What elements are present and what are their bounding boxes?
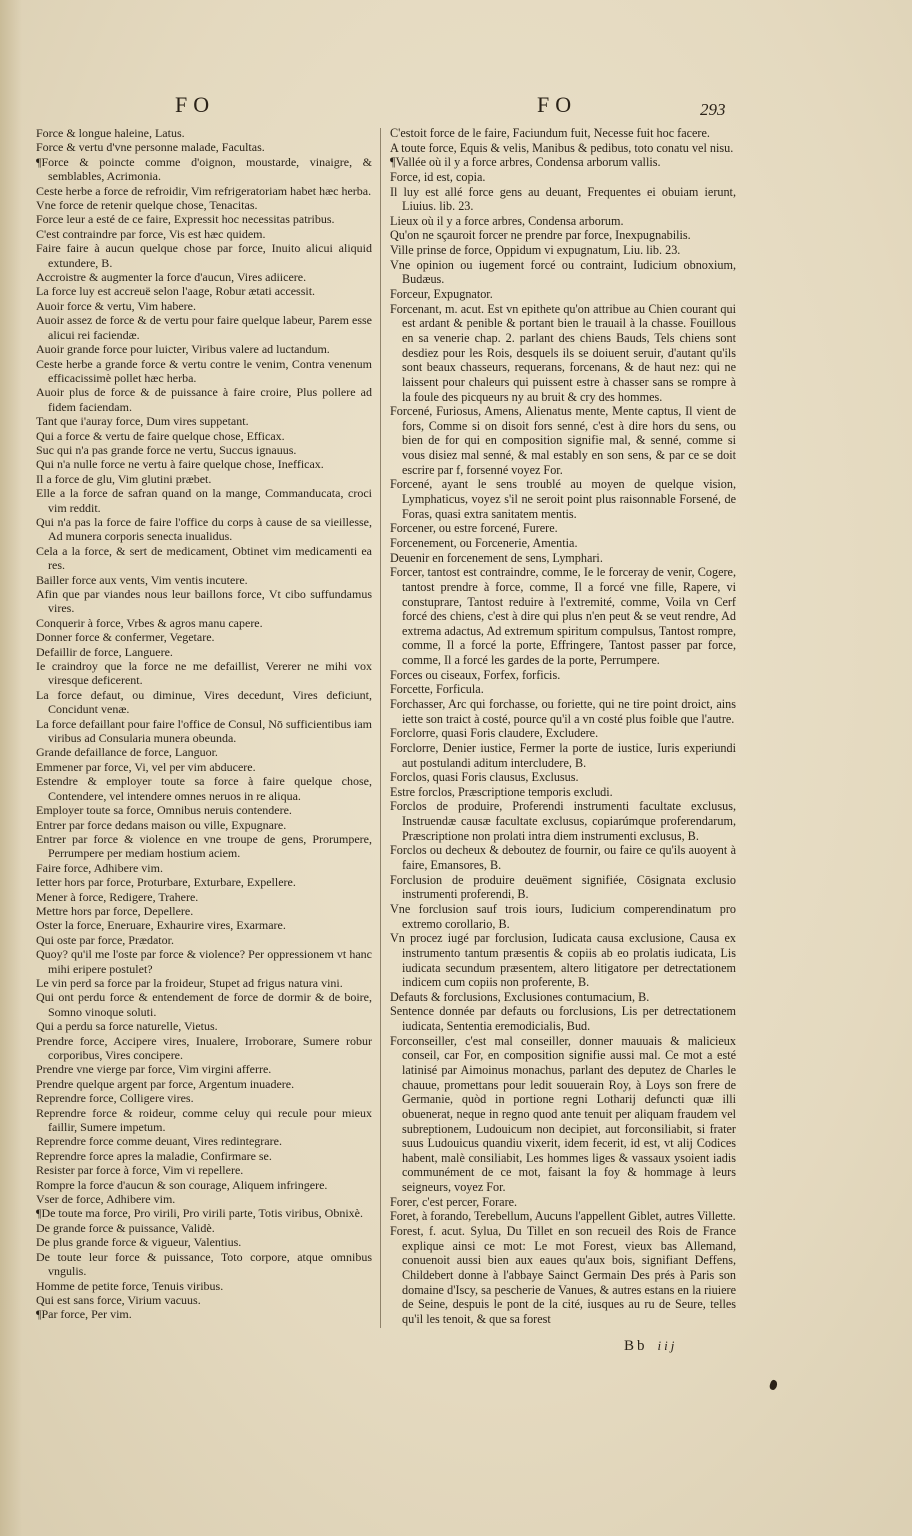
dictionary-entry: Qui ont perdu force & entendement de force de dormir & de boire, Somno vinoque soluti. — [36, 990, 372, 1019]
dictionary-entry: Ceste herbe a grande force & vertu contre le venim, Contra venenum efficacissimè pollet hæc herba. — [36, 356, 372, 385]
dictionary-entry: Il a force de glu, Vim glutini præbet. — [36, 471, 212, 486]
page-number: 293 — [700, 100, 726, 119]
dictionary-entry: Qui a force & vertu de faire quelque chose, Efficax. — [36, 428, 285, 443]
dictionary-entry: Resister par force à force, Vim vi repellere. — [36, 1163, 244, 1178]
dictionary-entry: Forcenement, ou Forcenerie, Amentia. — [390, 535, 578, 550]
dictionary-entry: Prendre vne vierge par force, Vim virgini afferre. — [36, 1062, 272, 1077]
column-rule — [380, 128, 381, 1328]
dictionary-entry: Vne forclusion sauf trois iours, Iudicium comperendinatum pro extremo corollario, B. — [390, 901, 736, 931]
dictionary-entry: Forclorre, Denier iustice, Fermer la porte de iustice, Iuris experiundi aut postulandi aditum intercludere, B. — [390, 740, 736, 770]
dictionary-entry: Forchasser, Arc qui forchasse, ou foriette, qui ne tire point droict, ains iette son traict à costé, pource qu'il a vn costé plus foible que l'autre. — [390, 696, 736, 726]
dictionary-entry: La force defaut, ou diminue, Vires decedunt, Vires deficiunt, Concidunt venæ. — [36, 687, 372, 717]
dictionary-entry: ¶Par force, Per vim. — [36, 1307, 132, 1322]
right-column — [390, 126, 736, 1327]
dictionary-entry: C'estoit force de le faire, Faciundum fuit, Necesse fuit hoc facere. — [390, 126, 710, 140]
dictionary-entry: Forconseiller, c'est mal conseiller, donner mauuais & malicieux conseil, car For, en composition signifie aussi mal. Ce mot a esté latinisé par Aimoinus monachus, parlant des deputez de Charles le chauue, promettans pour ledit souuerain Roy, à Loys son frere de Germanie, quòd in portione regni Lotharij defuncti quæ illi obuenerat, neque in regno quod ante tenuit per aliquam fraudem vel subreptionem, Ludouicum non decipiet, aut forconsiliabit, si frater suus Ludouicus quandiu vixerit, idem fecerit, id est, vt alij Codices habent, malè consiliabit, Les hommes liges & vassaux ysoient iadis communément de ce mot, faisant la foy & hommage à leurs seigneurs, voyez For. — [390, 1033, 736, 1195]
dictionary-entry: Force & vertu d'vne personne malade, Facultas. — [36, 140, 265, 155]
signature-letters: Bb — [624, 1338, 648, 1354]
dictionary-entry: Forclos de produire, Proferendi instrumenti facultate exclusus, Instruendæ causæ facultate exclusus, copiarúmque proferendarum, Præscriptione non prolati intra diem instrumenti exclusus, B. — [390, 799, 736, 843]
running-head-right: FO — [537, 92, 578, 117]
dictionary-entry: Lieux où il y a force arbres, Condensa arborum. — [390, 213, 624, 228]
dictionary-entry: Qui n'a pas la force de faire l'office du corps à cause de sa vieillesse, Ad munera corporis senecta inualidus. — [36, 514, 372, 544]
dictionary-entry: Estre forclos, Præscriptione temporis excludi. — [390, 784, 613, 799]
dictionary-entry: Forcer, tantost est contraindre, comme, Ie le forceray de venir, Cogere, tantost prendre à force, comme, Il a forcé vne fille, Rapere, vi constuprare, Tantost reduire à l'extremité, comme, Voila vn Cerf forcé des chiens, c'est à dire qui plus n'en peut & se veut rendre, Ad extrema adactus, Ad extremum spiritum compulsus, Tantost rompre, comme, Il a forcé la porte, Effringere, Tantost passer par force, comme, Il a forcé les gardes de la porte, Perrumpere. — [390, 565, 736, 668]
dictionary-entry: Forcené, Furiosus, Amens, Alienatus mente, Mente captus, Il vient de fors, Comme si on disoit fors senné, c'est à dire hors du sens, ou bien de for qui en composition signifie mal, & senné, comme si vous disiez mal senné, & mal estably en son sens, & par ce se doit escrire par f, forsenné voyez For. — [390, 404, 736, 477]
dictionary-entry: Forces ou ciseaux, Forfex, forficis. — [390, 667, 561, 682]
dictionary-entry: Forclusion de produire deuëment signifiée, Cōsignata exclusio instrumenti proferendi, B. — [390, 872, 736, 902]
dictionary-entry: Reprendre force comme deuant, Vires redintegrare. — [36, 1134, 282, 1149]
left-column — [36, 126, 372, 1322]
dictionary-entry: Rompre la force d'aucun & son courage, Aliquem infringere. — [36, 1177, 328, 1192]
dictionary-entry: ¶Vallée où il y a force arbres, Condensa arborum vallis. — [390, 155, 661, 170]
signature-mark — [624, 1338, 677, 1355]
dictionary-entry: Conquerir à force, Vrbes & agros manu capere. — [36, 615, 263, 630]
dictionary-entry: A toute force, Equis & velis, Manibus & pedibus, toto conatu vel nisu. — [390, 140, 734, 155]
dictionary-entry: Reprendre force apres la maladie, Confirmare se. — [36, 1148, 272, 1163]
dictionary-entry: Forclos, quasi Foris clausus, Exclusus. — [390, 770, 579, 785]
dictionary-entry: Deuenir en forcenement de sens, Lymphari. — [390, 550, 603, 565]
dictionary-entry: Forcenant, m. acut. Est vn epithete qu'on attribue au Chien courant qui est ardant & penible & portant bien le trauail à la chasse. Fouillous en sa venerie chap. 2. parlant des chiens Bauds, Tels chiens sont desdiez pour les Rois, desquels ils se doiuent seruir, d'autant qu'ils sont beaux chasseurs, requerans, forcenans, & de haut nez: qui ne laissent pour chaleurs qui puissent estre à chasser sans se rompre à la foule des picqueurs ny au bruit & cry des hommes. — [390, 301, 736, 404]
dictionary-entry: Qui n'a nulle force ne vertu à faire quelque chose, Inefficax. — [36, 457, 324, 472]
dictionary-entry: Vn procez iugé par forclusion, Iudicata causa exclusione, Causa ex instrumento tantum præsentis & copiis ab eo prolatis iudicata, Lis iudicata secundum præsentem, altero litigatore per detrectationem indicem cum copiis non proferente, B. — [390, 931, 736, 990]
dictionary-entry: La force defaillant pour faire l'office de Consul, Nō sufficientibus iam viribus ad Consularia munera obeunda. — [36, 716, 372, 746]
dictionary-entry: Mettre hors par force, Depellere. — [36, 903, 194, 918]
dictionary-entry: Emmener par force, Vi, vel per vim abducere. — [36, 759, 256, 774]
dictionary-entry: Forcette, Forficula. — [390, 682, 484, 697]
dictionary-entry: Vne force de retenir quelque chose, Tenacitas. — [36, 198, 258, 213]
dictionary-entry: Oster la force, Eneruare, Exhaurire vires, Exarmare. — [36, 918, 286, 933]
dictionary-entry: Sentence donnée par defauts ou forclusions, Lis per detrectationem iudicata, Sententia eremodicialis, Bud. — [390, 1004, 736, 1034]
dictionary-entry: Auoir grande force pour luicter, Viribus valere ad luctandum. — [36, 342, 330, 357]
dictionary-entry: De grande force & puissance, Validè. — [36, 1220, 215, 1235]
dictionary-entry: Defauts & forclusions, Exclusiones contumacium, B. — [390, 989, 650, 1004]
dictionary-entry: Estendre & employer toute sa force à faire quelque chose, Contendere, vel intendere omnes neruos in re aliqua. — [36, 774, 372, 803]
dictionary-entry: Forest, f. acut. Sylua, Du Tillet en son recueil des Rois de France explique ainsi ce mot: Le mot Forest, vieux bas Allemand, conuenoit aussi bien aux eaues qu'aux bois, signifiant Deffens, Childebert donne à l'abbaye Sainct Germain Des prés à Paris son domaine d'Iscy, sa pescherie de Vanues, & autres estans en la riuiere de Seine, despuis le pont de la cité, iusques au ru de Seure, telles qu'il les tenoit, & que sa forest — [390, 1224, 736, 1326]
dictionary-entry: La force luy est accreuë selon l'aage, Robur ætati accessit. — [36, 284, 316, 299]
dictionary-entry: Afin que par viandes nous leur baillons force, Vt cibo suffundamus vires. — [36, 587, 372, 616]
dictionary-entry: De toute leur force & puissance, Toto corpore, atque omnibus vngulis. — [36, 1249, 372, 1279]
dictionary-entry: Prendre quelque argent par force, Argentum inuadere. — [36, 1076, 295, 1091]
dictionary-entry: Defaillir de force, Languere. — [36, 644, 173, 659]
dictionary-entry: Reprendre force & roideur, comme celuy qui recule pour mieux faillir, Sumere impetum. — [36, 1105, 372, 1135]
dictionary-entry: Faire force, Adhibere vim. — [36, 860, 163, 875]
dictionary-entry: Vne opinion ou iugement forcé ou contraint, Iudicium obnoxium, Budæus. — [390, 257, 736, 287]
dictionary-entry: Forclorre, quasi Foris claudere, Excludere. — [390, 726, 599, 741]
dictionary-entry: Forcener, ou estre forcené, Furere. — [390, 521, 558, 536]
dictionary-entry: Ietter hors par force, Proturbare, Exturbare, Expellere. — [36, 875, 296, 890]
signature-number: iij — [657, 1338, 678, 1353]
dictionary-entry: Accroistre & augmenter la force d'aucun, Vires adiicere. — [36, 270, 307, 285]
running-head-left: FO — [175, 92, 216, 117]
dictionary-entry: Tant que i'auray force, Dum vires suppetant. — [36, 414, 249, 429]
dictionary-entry: Qui a perdu sa force naturelle, Vietus. — [36, 1019, 218, 1034]
dictionary-entry: Quoy? qu'il me l'oste par force & violence? Per oppressionem vt hanc mihi eripere postulet? — [36, 947, 372, 976]
dictionary-entry: Force & longue haleine, Latus. — [36, 126, 185, 140]
dictionary-entry: De plus grande force & vigueur, Valentius. — [36, 1235, 242, 1250]
dictionary-entry: Force, id est, copia. — [390, 169, 486, 184]
dictionary-entry: Entrer par force dedans maison ou ville, Expugnare. — [36, 817, 287, 832]
dictionary-entry: Auoir plus de force & de puissance à faire croire, Plus pollere ad fidem faciendam. — [36, 385, 372, 414]
dictionary-entry: Grande defaillance de force, Languor. — [36, 745, 218, 760]
dictionary-entry: Forcené, ayant le sens troublé au moyen de quelque vision, Lymphaticus, voyez s'il ne seroit point plus raisonnable Forsené, de Foras, quasi extra sanitatem mentis. — [390, 477, 736, 521]
dictionary-entry: C'est contraindre par force, Vis est hæc quidem. — [36, 226, 266, 241]
dictionary-entry: Cela a la force, & sert de medicament, Obtinet vim medicamenti ea res. — [36, 543, 372, 573]
dictionary-entry: Homme de petite force, Tenuis viribus. — [36, 1278, 224, 1293]
dictionary-entry: Auoir assez de force & de vertu pour faire quelque labeur, Parem esse alicui rei faciendæ. — [36, 313, 372, 342]
dictionary-entry: Suc qui n'a pas grande force ne vertu, Succus ignauus. — [36, 442, 297, 457]
dictionary-entry: ¶De toute ma force, Pro virili, Pro virili parte, Totis viribus, Obnixè. — [36, 1206, 363, 1221]
dictionary-entry: Mener à force, Redigere, Trahere. — [36, 889, 199, 904]
dictionary-entry: Forclos ou decheux & deboutez de fournir, ou faire ce qu'ils auoyent à faire, Emansores, B. — [390, 843, 736, 873]
dictionary-entry: Ie craindroy que la force ne me defaillist, Vererer ne mihi vox viresque deficerent. — [36, 659, 372, 688]
dictionary-entry: Force leur a esté de ce faire, Expressit hoc necessitas patribus. — [36, 212, 335, 227]
dictionary-entry: Il luy est allé force gens au deuant, Frequentes ei obuiam ierunt, Liuius. lib. 23. — [390, 184, 736, 214]
dictionary-entry: Le vin perd sa force par la froideur, Stupet ad frigus natura vini. — [36, 975, 343, 990]
dictionary-entry: Prendre force, Accipere vires, Inualere, Irroborare, Sumere robur corporibus, Vires concipere. — [36, 1033, 372, 1062]
dictionary-entry: Elle a la force de safran quand on la mange, Commanducata, croci vim reddit. — [36, 486, 372, 515]
dictionary-entry: Qui oste par force, Prædator. — [36, 932, 174, 947]
dictionary-entry: Vser de force, Adhibere vim. — [36, 1192, 176, 1207]
dictionary-entry: ¶Force & poincte comme d'oignon, moustarde, vinaigre, & semblables, Acrimonia. — [36, 154, 372, 184]
dictionary-entry: Ceste herbe a force de refroidir, Vim refrigeratoriam habet hæc herba. — [36, 183, 372, 198]
dictionary-entry: Donner force & confermer, Vegetare. — [36, 630, 215, 645]
dictionary-entry: Forer, c'est percer, Forare. — [390, 1194, 518, 1209]
dictionary-entry: Reprendre force, Colligere vires. — [36, 1091, 194, 1106]
dictionary-entry: Faire faire à aucun quelque chose par force, Inuito alicui aliquid extundere, B. — [36, 241, 372, 270]
dictionary-entry: Foret, à forando, Terebellum, Aucuns l'appellent Giblet, autres Villette. — [390, 1209, 736, 1224]
dictionary-entry: Qu'on ne sçauroit forcer ne prendre par force, Inexpugnabilis. — [390, 228, 691, 243]
dictionary-entry: Employer toute sa force, Omnibus neruis contendere. — [36, 803, 292, 818]
dictionary-entry: Auoir force & vertu, Vim habere. — [36, 298, 197, 313]
dictionary-entry: Qui est sans force, Virium vacuus. — [36, 1292, 201, 1307]
binding-gutter — [0, 0, 22, 1536]
dictionary-entry: Ville prinse de force, Oppidum vi expugnatum, Liu. lib. 23. — [390, 243, 681, 258]
dictionary-entry: Forceur, Expugnator. — [390, 287, 493, 302]
dictionary-entry: Bailler force aux vents, Vim ventis incutere. — [36, 572, 248, 587]
dictionary-entry: Entrer par force & violence en vne troupe de gens, Prorumpere, Perrumpere per mediam hostium aciem. — [36, 831, 372, 861]
